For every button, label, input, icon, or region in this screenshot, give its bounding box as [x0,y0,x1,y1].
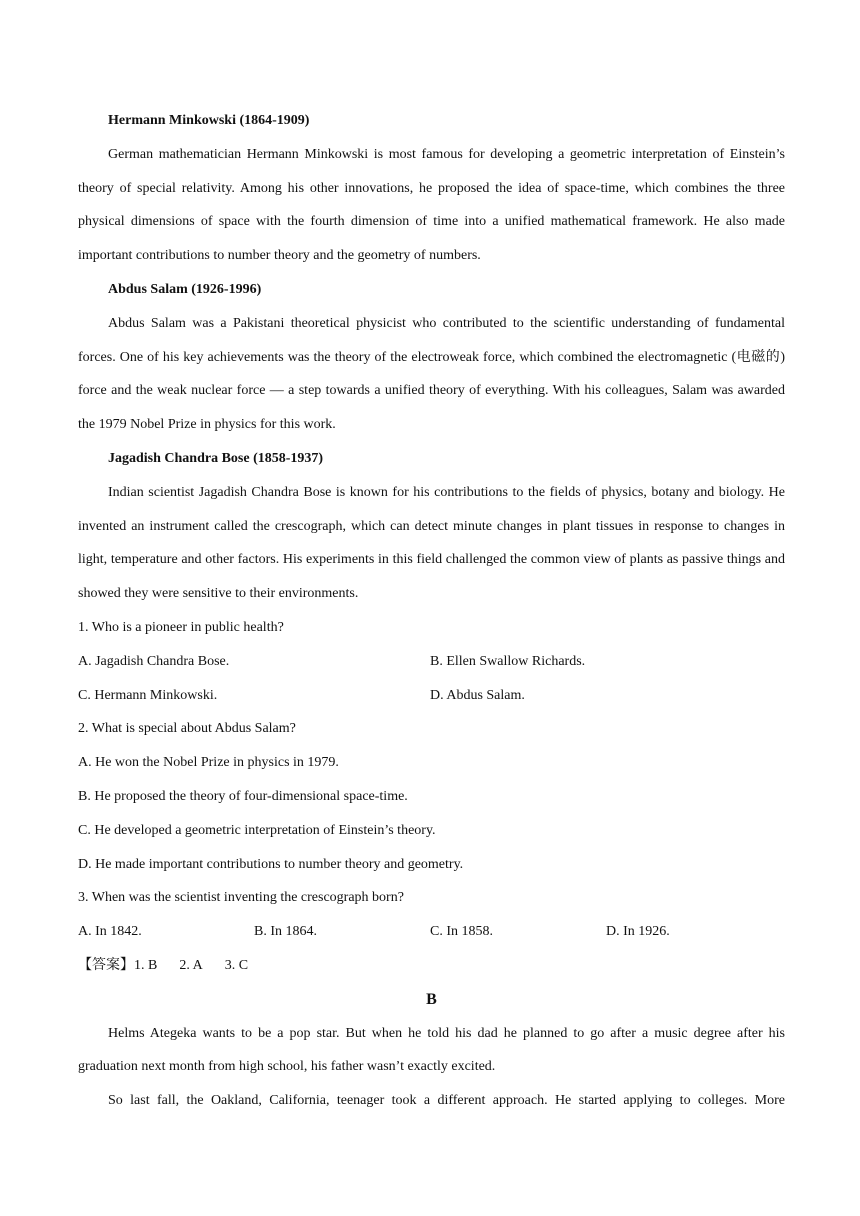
passage-b-paragraph-2: So last fall, the Oakland, California, teenager took a different approach. He started applying to colleges. More [108,1093,785,1109]
question-3-option-a: A. In 1842. [78,924,142,940]
question-3-options-row [78,915,785,949]
question-3-option-d: D. In 1926. [606,924,670,940]
question-2-option-b: B. He proposed the theory of four-dimensional space-time. [78,788,408,804]
question-1-option-b: B. Ellen Swallow Richards. [430,653,586,669]
question-3-option-c: C. In 1858. [430,924,493,940]
passage-b-title: B [426,990,437,1008]
question-2-option-c: C. He developed a geometric interpretation of Einstein’s theory. [78,822,436,838]
question-3-stem: 3. When was the scientist inventing the crescograph born? [78,890,404,906]
answer-2: 2. A [179,957,203,973]
question-1-option-d: D. Abdus Salam. [430,687,525,703]
question-1-options-row-2 [78,679,785,713]
section-heading-minkowski: Hermann Minkowski (1864-1909) [108,113,310,128]
section-body-minkowski: German mathematician Hermann Minkowski is most famous for developing a geometric interpretation of Einstein’s theory of special relativity. Among his other innovations, he proposed the idea of space-time, which combines the three physical dimensions of space with the fourth dimension of time into a unified mathematical framework. He also made important contributions to number theory and the geometry of numbers. [78,146,785,264]
passage-b-paragraph-1: Helms Ategeka wants to be a pop star. But when he told his dad he planned to go after a music degree after his graduation next month from high school, his father wasn’t exactly excited. [78,1025,785,1075]
answer-3: 3. C [224,957,249,973]
section-heading-salam: Abdus Salam (1926-1996) [108,281,262,297]
question-2-option-a: A. He won the Nobel Prize in physics in 1979. [78,755,339,771]
question-1-stem: 1. Who is a pioneer in public health? [78,619,284,635]
answer-label: 【答案】 [78,957,134,973]
question-3-option-b: B. In 1864. [254,924,317,940]
question-1-option-c: C. Hermann Minkowski. [78,687,218,703]
question-1-option-a: A. Jagadish Chandra Bose. [78,653,230,669]
answer-1: 1. B [134,957,158,973]
section-heading-bose: Jagadish Chandra Bose (1858-1937) [108,450,324,466]
question-2-stem: 2. What is special about Abdus Salam? [78,721,296,737]
question-2-option-d: D. He made important contributions to number theory and geometry. [78,856,464,872]
document-page [78,104,785,1118]
section-body-bose: Indian scientist Jagadish Chandra Bose is known for his contributions to the fields of physics, botany and biology. He invented an instrument called the crescograph, which can detect minute changes in plant tissues in response to changes in light, temperature and other factors. His experiments in this field challenged the common view of plants as passive things and showed they were sensitive to their environments. [78,484,785,602]
answer-key [78,949,785,983]
section-body-salam: Abdus Salam was a Pakistani theoretical physicist who contributed to the scientific understanding of fundamental forces. One of his key achievements was the theory of the electroweak force, which combined the electromagnetic (电磁的) force and the weak nuclear force — a step towards a unified theory of everything. With his colleagues, Salam was awarded the 1979 Nobel Prize in physics for this work. [78,315,785,433]
question-1-options-row-1 [78,645,785,679]
